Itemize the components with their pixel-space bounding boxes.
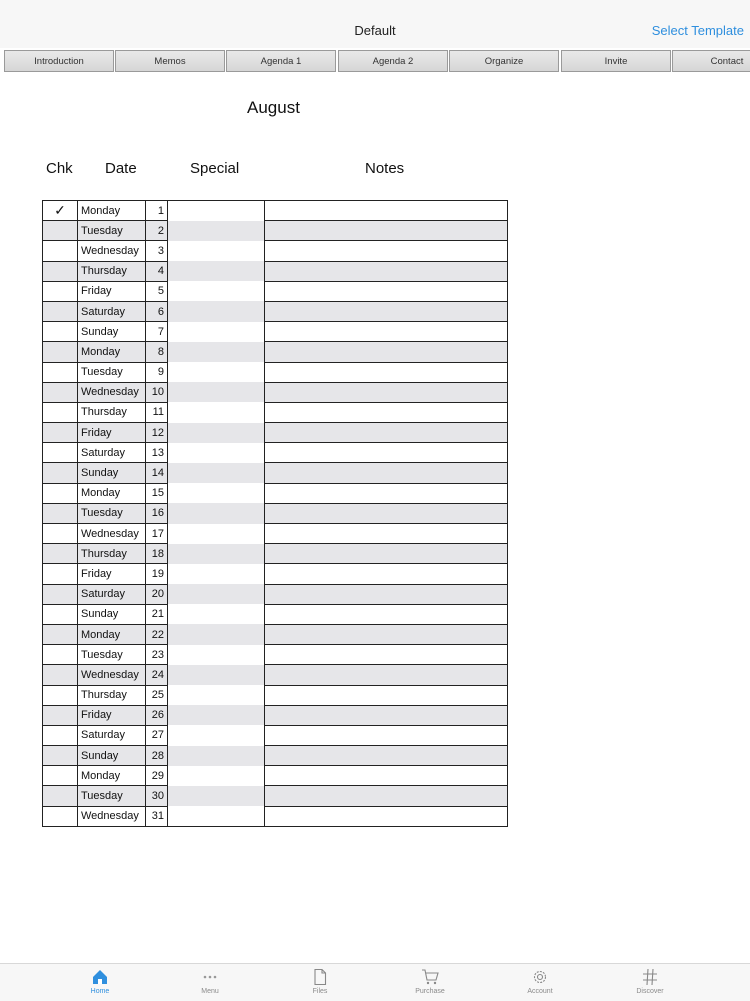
date-day-cell[interactable]: Tuesday [78, 362, 146, 382]
special-cell[interactable] [168, 483, 265, 503]
date-number-cell[interactable]: 17 [146, 524, 168, 544]
date-number-cell[interactable]: 30 [146, 786, 168, 806]
tab-contact[interactable]: Contact [672, 50, 750, 72]
check-cell[interactable] [43, 362, 78, 382]
tab-home-label: Home [90, 988, 110, 995]
date-day-cell[interactable]: Saturday [78, 443, 146, 463]
table-row [43, 443, 508, 463]
table-row [43, 402, 508, 422]
date-day-cell[interactable]: Monday [78, 483, 146, 503]
gear-icon [531, 968, 549, 986]
tab-files[interactable] [280, 968, 360, 995]
special-cell[interactable] [168, 261, 265, 281]
notes-cell[interactable] [265, 281, 508, 301]
date-number-cell[interactable]: 16 [146, 503, 168, 523]
date-number-cell[interactable]: 21 [146, 604, 168, 624]
check-cell[interactable] [43, 746, 78, 766]
tab-account[interactable] [500, 968, 580, 995]
table-row [43, 604, 508, 624]
check-cell[interactable] [43, 544, 78, 564]
notes-cell[interactable] [265, 624, 508, 644]
notes-cell[interactable] [265, 342, 508, 362]
date-day-cell[interactable]: Monday [78, 201, 146, 221]
check-cell[interactable] [43, 685, 78, 705]
date-number-cell[interactable]: 9 [146, 362, 168, 382]
table-row [43, 362, 508, 382]
check-cell[interactable] [43, 382, 78, 402]
date-number-cell[interactable]: 20 [146, 584, 168, 604]
bottom-tab-bar [0, 963, 750, 1001]
notes-cell[interactable] [265, 221, 508, 241]
check-cell[interactable] [43, 402, 78, 422]
notes-cell[interactable] [265, 786, 508, 806]
table-row [43, 584, 508, 604]
tab-menu[interactable] [170, 968, 250, 995]
table-row [43, 382, 508, 402]
special-cell[interactable] [168, 281, 265, 301]
date-number-cell[interactable]: 22 [146, 624, 168, 644]
notes-cell[interactable] [265, 443, 508, 463]
check-cell[interactable] [43, 463, 78, 483]
check-cell[interactable] [43, 322, 78, 342]
notes-cell[interactable] [265, 645, 508, 665]
date-day-cell[interactable]: Thursday [78, 261, 146, 281]
date-day-cell[interactable]: Tuesday [78, 645, 146, 665]
table-row [43, 665, 508, 685]
table-row [43, 766, 508, 786]
check-cell[interactable] [43, 241, 78, 261]
special-cell[interactable] [168, 402, 265, 422]
select-template-button[interactable]: Select Template [651, 23, 744, 38]
tab-menu-label: Menu [201, 988, 219, 995]
table-row [43, 463, 508, 483]
date-day-cell[interactable]: Saturday [78, 301, 146, 321]
cart-icon [421, 968, 439, 986]
check-cell[interactable] [43, 301, 78, 321]
special-cell[interactable] [168, 221, 265, 241]
special-cell[interactable] [168, 322, 265, 342]
date-number-cell[interactable]: 23 [146, 645, 168, 665]
table-row [43, 261, 508, 281]
date-day-cell[interactable]: Wednesday [78, 524, 146, 544]
notes-cell[interactable] [265, 201, 508, 221]
special-cell[interactable] [168, 624, 265, 644]
notes-cell[interactable] [265, 463, 508, 483]
date-number-cell[interactable]: 24 [146, 665, 168, 685]
special-cell[interactable] [168, 725, 265, 745]
check-cell[interactable]: ✓ [43, 201, 78, 221]
table-row [43, 645, 508, 665]
page-title: Default [354, 23, 396, 38]
special-cell[interactable] [168, 584, 265, 604]
date-number-cell[interactable]: 14 [146, 463, 168, 483]
notes-cell[interactable] [265, 382, 508, 402]
special-cell[interactable] [168, 766, 265, 786]
date-number-cell[interactable]: 13 [146, 443, 168, 463]
date-day-cell[interactable]: Saturday [78, 725, 146, 745]
tab-home[interactable] [60, 968, 140, 995]
header-special: Special [190, 160, 240, 177]
table-row [43, 483, 508, 503]
date-number-cell[interactable]: 4 [146, 261, 168, 281]
table-row [43, 221, 508, 241]
check-cell[interactable] [43, 221, 78, 241]
tab-discover[interactable] [610, 968, 690, 995]
table-row [43, 241, 508, 261]
notes-cell[interactable] [265, 806, 508, 826]
table-row [43, 201, 508, 221]
table-row [43, 725, 508, 745]
tab-agenda-2[interactable]: Agenda 2 [338, 50, 448, 72]
tab-account-label: Account [527, 988, 553, 995]
date-day-cell[interactable]: Monday [78, 342, 146, 362]
check-cell[interactable] [43, 564, 78, 584]
date-number-cell[interactable]: 31 [146, 806, 168, 826]
date-day-cell[interactable]: Sunday [78, 604, 146, 624]
date-number-cell[interactable]: 5 [146, 281, 168, 301]
date-day-cell[interactable]: Thursday [78, 544, 146, 564]
check-cell[interactable] [43, 665, 78, 685]
special-cell[interactable] [168, 645, 265, 665]
special-cell[interactable] [168, 604, 265, 624]
section-tabs [4, 50, 750, 74]
notes-cell[interactable] [265, 766, 508, 786]
date-number-cell[interactable]: 6 [146, 301, 168, 321]
special-cell[interactable] [168, 665, 265, 685]
date-number-cell[interactable]: 28 [146, 746, 168, 766]
check-cell[interactable] [43, 705, 78, 725]
table-row [43, 342, 508, 362]
notes-cell[interactable] [265, 402, 508, 422]
home-icon [91, 968, 109, 986]
date-day-cell[interactable]: Sunday [78, 463, 146, 483]
special-cell[interactable] [168, 362, 265, 382]
table-row [43, 705, 508, 725]
notes-cell[interactable] [265, 544, 508, 564]
check-cell[interactable] [43, 725, 78, 745]
notes-cell[interactable] [265, 524, 508, 544]
date-number-cell[interactable]: 26 [146, 705, 168, 725]
table-row [43, 301, 508, 321]
date-number-cell[interactable]: 11 [146, 402, 168, 422]
notes-cell[interactable] [265, 301, 508, 321]
check-cell[interactable] [43, 342, 78, 362]
month-heading: August [247, 98, 300, 117]
table-row [43, 685, 508, 705]
date-day-cell[interactable]: Wednesday [78, 665, 146, 685]
table-row [43, 564, 508, 584]
check-cell[interactable] [43, 423, 78, 443]
check-cell[interactable] [43, 483, 78, 503]
calendar-table [42, 200, 508, 827]
tab-invite[interactable]: Invite [561, 50, 671, 72]
special-cell[interactable] [168, 503, 265, 523]
date-number-cell[interactable]: 7 [146, 322, 168, 342]
table-row [43, 281, 508, 301]
date-day-cell[interactable]: Saturday [78, 584, 146, 604]
date-number-cell[interactable]: 10 [146, 382, 168, 402]
date-day-cell[interactable]: Tuesday [78, 786, 146, 806]
special-cell[interactable] [168, 746, 265, 766]
special-cell[interactable] [168, 241, 265, 261]
notes-cell[interactable] [265, 725, 508, 745]
special-cell[interactable] [168, 423, 265, 443]
navigation-bar [0, 0, 750, 48]
special-cell[interactable] [168, 564, 265, 584]
table-row [43, 806, 508, 826]
notes-cell[interactable] [265, 584, 508, 604]
date-day-cell[interactable]: Sunday [78, 746, 146, 766]
table-row [43, 544, 508, 564]
notes-cell[interactable] [265, 423, 508, 443]
special-cell[interactable] [168, 301, 265, 321]
date-day-cell[interactable]: Tuesday [78, 503, 146, 523]
special-cell[interactable] [168, 342, 265, 362]
notes-cell[interactable] [265, 261, 508, 281]
tab-introduction[interactable]: Introduction [4, 50, 114, 72]
header-chk: Chk [46, 160, 73, 177]
notes-cell[interactable] [265, 665, 508, 685]
tab-purchase-label: Purchase [415, 988, 445, 995]
special-cell[interactable] [168, 705, 265, 725]
tab-organize[interactable]: Organize [449, 50, 559, 72]
check-cell[interactable] [43, 443, 78, 463]
special-cell[interactable] [168, 524, 265, 544]
table-row [43, 746, 508, 766]
tab-files-label: Files [312, 988, 328, 995]
special-cell[interactable] [168, 201, 265, 221]
special-cell[interactable] [168, 443, 265, 463]
check-cell[interactable] [43, 524, 78, 544]
date-number-cell[interactable]: 18 [146, 544, 168, 564]
notes-cell[interactable] [265, 564, 508, 584]
special-cell[interactable] [168, 463, 265, 483]
file-icon [311, 968, 329, 986]
date-number-cell[interactable]: 15 [146, 483, 168, 503]
table-row [43, 524, 508, 544]
check-cell[interactable] [43, 604, 78, 624]
check-cell[interactable] [43, 645, 78, 665]
notes-cell[interactable] [265, 503, 508, 523]
notes-cell[interactable] [265, 483, 508, 503]
date-day-cell[interactable]: Thursday [78, 402, 146, 422]
date-day-cell[interactable]: Sunday [78, 322, 146, 342]
date-day-cell[interactable]: Friday [78, 564, 146, 584]
notes-cell[interactable] [265, 604, 508, 624]
date-day-cell[interactable]: Friday [78, 281, 146, 301]
date-day-cell[interactable]: Monday [78, 766, 146, 786]
check-cell[interactable] [43, 503, 78, 523]
date-day-cell[interactable]: Wednesday [78, 241, 146, 261]
notes-cell[interactable] [265, 362, 508, 382]
check-cell[interactable] [43, 624, 78, 644]
check-cell[interactable] [43, 786, 78, 806]
special-cell[interactable] [168, 806, 265, 826]
date-day-cell[interactable]: Friday [78, 705, 146, 725]
table-row [43, 503, 508, 523]
date-number-cell[interactable]: 2 [146, 221, 168, 241]
date-number-cell[interactable]: 8 [146, 342, 168, 362]
check-cell[interactable] [43, 584, 78, 604]
date-number-cell[interactable]: 19 [146, 564, 168, 584]
check-cell[interactable] [43, 281, 78, 301]
check-cell[interactable] [43, 806, 78, 826]
tab-agenda-1[interactable]: Agenda 1 [226, 50, 336, 72]
special-cell[interactable] [168, 544, 265, 564]
special-cell[interactable] [168, 786, 265, 806]
date-number-cell[interactable]: 1 [146, 201, 168, 221]
table-row [43, 423, 508, 443]
header-date: Date [105, 160, 137, 177]
date-day-cell[interactable]: Thursday [78, 685, 146, 705]
notes-cell[interactable] [265, 685, 508, 705]
header-notes: Notes [365, 160, 405, 177]
tab-discover-label: Discover [636, 988, 664, 995]
notes-cell[interactable] [265, 322, 508, 342]
more-dots-icon [201, 968, 219, 986]
table-row [43, 786, 508, 806]
date-number-cell[interactable]: 25 [146, 685, 168, 705]
notes-cell[interactable] [265, 241, 508, 261]
table-row [43, 322, 508, 342]
table-row [43, 624, 508, 644]
notes-cell[interactable] [265, 705, 508, 725]
check-cell[interactable] [43, 261, 78, 281]
date-day-cell[interactable]: Friday [78, 423, 146, 443]
special-cell[interactable] [168, 382, 265, 402]
date-day-cell[interactable]: Monday [78, 624, 146, 644]
date-day-cell[interactable]: Wednesday [78, 806, 146, 826]
special-cell[interactable] [168, 685, 265, 705]
notes-cell[interactable] [265, 746, 508, 766]
date-number-cell[interactable]: 3 [146, 241, 168, 261]
check-cell[interactable] [43, 766, 78, 786]
date-number-cell[interactable]: 12 [146, 423, 168, 443]
date-day-cell[interactable]: Tuesday [78, 221, 146, 241]
hash-icon [641, 968, 659, 986]
date-number-cell[interactable]: 29 [146, 766, 168, 786]
date-number-cell[interactable]: 27 [146, 725, 168, 745]
tab-memos[interactable]: Memos [115, 50, 225, 72]
tab-purchase[interactable] [390, 968, 470, 995]
date-day-cell[interactable]: Wednesday [78, 382, 146, 402]
